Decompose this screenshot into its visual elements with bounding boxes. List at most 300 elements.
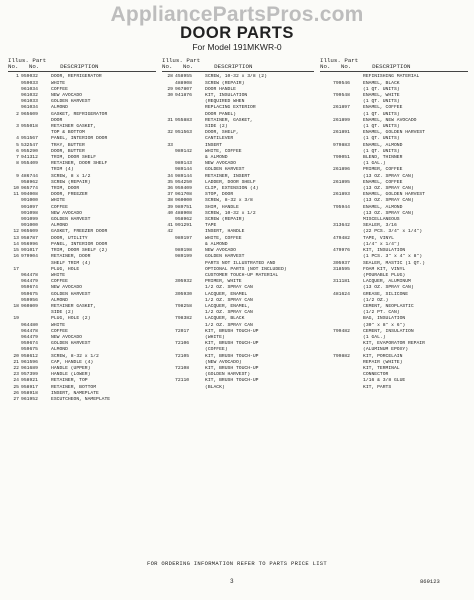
part-description: (13 OZ. SPRAY CAN) (363, 210, 414, 216)
page-title: DOOR PARTS (180, 24, 294, 42)
part-description: MISCELLANEOUS (363, 217, 400, 223)
part-description: REPAIR (WHITE) (363, 359, 403, 365)
illus-number: 15 (13, 248, 19, 254)
part-description: (13 OZ. SPRAY CAN) (363, 186, 414, 192)
parts-column-3 (320, 58, 468, 391)
part-number: 958962 (175, 217, 192, 223)
part-description: KIT, PARTS (363, 384, 392, 390)
part-description: SHIM, HANDLE (205, 204, 239, 210)
part-number: 488908 (175, 210, 192, 216)
part-number: 961689 (21, 365, 38, 371)
part-description: COFFEE (51, 86, 68, 92)
part-description: (13 OZ. SPRAY CAN) (363, 198, 414, 204)
part-description: KIT, EVAPORATOR REPAIR (363, 341, 425, 347)
part-description: PRIMER, COFFEE (363, 167, 403, 173)
part-description: KIT, TERMINAL (363, 365, 400, 371)
part-description: (1/4" x 1/4") (363, 241, 400, 247)
part-number: 951563 (175, 130, 192, 136)
part-number: 958918 (21, 390, 38, 396)
part-description: (1 QT. UNITS) (363, 148, 400, 154)
part-description: (1/2 PT. CAN) (363, 310, 400, 316)
illus-number: 24 (13, 378, 19, 384)
part-number: 961708 (175, 192, 192, 198)
part-number: 967807 (175, 86, 192, 92)
part-description: GOLDEN HARVEST (205, 167, 245, 173)
part-description: FOAM KIT, VINYL (363, 266, 406, 272)
part-description: KIT, BRUSH TOUCH-UP (205, 353, 259, 359)
part-description: WHITE (51, 198, 66, 204)
illus-number: 28 (167, 74, 173, 80)
illus-number: 4 (16, 136, 19, 142)
column-header: Illus. Part No. No. DESCRIPTION (320, 58, 468, 72)
part-description: PRIMER, WHITE (205, 279, 242, 285)
document-code: 869123 (420, 578, 440, 585)
part-number: 991000 (21, 223, 38, 229)
part-description: (ALUMINUM EPOXY) (363, 347, 409, 353)
part-description: RETAINER, GASKET, (205, 117, 253, 123)
parts-column-2 (162, 58, 314, 391)
part-number: 989144 (175, 173, 192, 179)
part-description: ALMOND (51, 347, 68, 353)
part-description: RETAINER GASKET, (51, 303, 97, 309)
part-description: CEMENT, INSULATION (363, 328, 414, 334)
illus-number: 29 (167, 86, 173, 92)
part-number: 305930 (175, 291, 192, 297)
illus-number: 39 (167, 204, 173, 210)
illus-number: 36 (167, 186, 173, 192)
part-description: COFFEE (51, 204, 68, 210)
part-description: RETAINER, DOOR SHELF (51, 161, 108, 167)
part-description: TOP & BOTTOM (51, 130, 85, 136)
part-number: 799548 (333, 93, 350, 99)
illus-number: 19 (13, 316, 19, 322)
part-description: SCREW (REPAIR) (205, 217, 245, 223)
part-number: 991099 (21, 217, 38, 223)
part-description: 1/2 OZ. SPRAY CAN (205, 322, 253, 328)
part-number: 798382 (175, 316, 192, 322)
part-number: 989197 (175, 235, 192, 241)
part-description: KIT, INSULATION (363, 248, 406, 254)
part-number: 964480 (21, 322, 38, 328)
part-description: SCREW (REPAIR) (51, 179, 91, 185)
part-description: CONNECTOR (363, 372, 389, 378)
part-description: TAPE (205, 223, 217, 229)
illus-number: 27 (13, 396, 19, 402)
part-number: 311181 (333, 279, 350, 285)
illus-number: 38 (167, 198, 173, 204)
part-description: (1 QT. UNITS) (363, 111, 400, 117)
illus-number: 12 (13, 229, 19, 235)
part-number: 799882 (333, 353, 350, 359)
part-description: (POURABLE PLUG) (363, 272, 406, 278)
part-number: 958962 (21, 179, 38, 185)
part-number: 991097 (21, 204, 38, 210)
illus-number: 41 (167, 223, 173, 229)
part-number: 958921 (21, 378, 38, 384)
part-number: 956996 (21, 241, 38, 247)
part-number: 305937 (333, 260, 350, 266)
part-number: 959033 (21, 80, 38, 86)
part-description: TRIM, DOOR (51, 186, 80, 192)
part-description: (WHITE) (205, 334, 225, 340)
part-description: (22 PCS. 3/4" x 1/4") (363, 229, 423, 235)
part-description: LACQUER, ENAMEL (205, 291, 248, 297)
part-number: 941876 (175, 93, 192, 99)
part-number: 964478 (21, 272, 38, 278)
part-number: 261899 (333, 117, 350, 123)
part-description: (GOLDEN HARVEST) (205, 372, 251, 378)
part-number: 994008 (21, 192, 38, 198)
part-description: RETAINER, INSERT (205, 173, 251, 179)
part-description: TRIM, DOOR SHELF (51, 155, 97, 161)
part-number: 989142 (175, 148, 192, 154)
illus-number: 1 (16, 74, 19, 80)
part-number: 955290 (21, 148, 38, 154)
illus-number (162, 385, 173, 391)
illus-number: 35 (167, 179, 173, 185)
illus-number: 5 (16, 142, 19, 148)
part-description: DOOR (51, 117, 63, 123)
part-number: 959032 (21, 74, 38, 80)
part-number: 964478 (21, 328, 38, 334)
part-description: COFFEE (51, 328, 68, 334)
part-description: (NEW AVOCADO) (205, 359, 242, 365)
part-description: GOLDEN HARVEST (51, 99, 91, 105)
part-number: 261891 (333, 130, 350, 136)
illus-number: 23 (13, 372, 19, 378)
part-description: GASKET, FREEZER DOOR (51, 229, 108, 235)
part-description: & ALMOND (205, 241, 228, 247)
part-number: 965774 (21, 186, 38, 192)
part-description: NEW AVOCADO (51, 285, 82, 291)
part-number: 989198 (175, 248, 192, 254)
page-number: 3 (230, 578, 234, 585)
part-description: (BLACK) (205, 384, 225, 390)
part-number: 951567 (21, 136, 38, 142)
part-description: (30" x 8" x 6") (363, 322, 406, 328)
part-number: 979883 (333, 142, 350, 148)
illus-number: 25 (13, 384, 19, 390)
part-number: 72110 (175, 378, 190, 384)
part-description: NEW AVOCADO (51, 93, 82, 99)
part-number: 479976 (333, 248, 350, 254)
illus-number: 20 (13, 353, 19, 359)
part-number: 959674 (21, 341, 38, 347)
part-description: TAPE, VINYL (363, 235, 394, 241)
part-description: DOOR, SHELF, (205, 130, 239, 136)
part-number: 965609 (21, 229, 38, 235)
part-description: ESCUTCHEON, NAMEPLATE (51, 396, 111, 402)
illus-number: 40 (167, 210, 173, 216)
part-description: KIT, INSULATION (205, 93, 248, 99)
column-header: Illus. Part No. No. DESCRIPTION (8, 58, 156, 72)
part-description: 1/2 OZ. SPRAY CAN (205, 310, 253, 316)
part-description: SHELF TRIM (4) (51, 260, 91, 266)
part-description: REFINISHING MATERIAL (363, 74, 420, 80)
part-number (173, 385, 205, 391)
part-number: 72106 (175, 341, 190, 347)
part-number: 72017 (175, 328, 190, 334)
part-number: 799051 (333, 155, 350, 161)
part-number: 479482 (333, 235, 350, 241)
part-description: ENAMEL, ALMOND (363, 142, 403, 148)
part-description: RETAINER, TOP (51, 378, 88, 384)
part-number: 261895 (333, 179, 350, 185)
part-number: 958612 (21, 353, 38, 359)
part-number: 261893 (333, 192, 350, 198)
part-description: (1 QT. UNITS) (363, 124, 400, 130)
part-description: TRAY, BUTTER (51, 142, 85, 148)
part-number: 959409 (175, 186, 192, 192)
part-description: WHITE (51, 272, 66, 278)
part-number: 488908 (175, 80, 192, 86)
part-description: ALMOND (51, 297, 68, 303)
part-number: 961034 (21, 105, 38, 111)
illus-number: 3 (16, 124, 19, 130)
part-number: 458955 (175, 74, 192, 80)
parts-row (162, 385, 314, 391)
part-description: PLUG, HOLE (2) (51, 316, 91, 322)
illus-number (320, 385, 331, 391)
part-number: 72105 (175, 353, 190, 359)
part-number: 799482 (333, 328, 350, 334)
part-description: CANTILEVER (205, 136, 234, 142)
parts-column-1 (8, 58, 156, 403)
part-number: 989751 (175, 204, 192, 210)
part-number: 961952 (21, 396, 38, 402)
part-description: INSERT, NAMEPLATE (51, 390, 99, 396)
part-number: 72108 (175, 365, 190, 371)
illus-number: 6 (16, 148, 19, 154)
part-description: RETAINER, BOTTOM (51, 384, 97, 390)
part-description: (REQUIRED WHEN (205, 99, 245, 105)
part-number: 959675 (21, 347, 38, 353)
part-description: LACQUER, ALUMINUM (363, 279, 411, 285)
part-description: (13 OZ. SPRAY CAN) (363, 285, 414, 291)
part-description: ENAMEL, GOLDEN HARVEST (363, 192, 425, 198)
part-description: SCREW, 8-32 x 3/8 (205, 198, 253, 204)
part-description: & ALMOND (205, 155, 228, 161)
part-description: WHITE (51, 322, 66, 328)
part-number: 798258 (175, 303, 192, 309)
part-number: 960000 (175, 198, 192, 204)
part-number: 961596 (21, 359, 38, 365)
part-number: 961034 (21, 86, 38, 92)
illus-number: 9 (16, 173, 19, 179)
part-description: RETAINER, DOOR (51, 254, 91, 260)
part-description: ENAMEL, COFFEE (363, 179, 403, 185)
part-description: GOLDEN HARVEST (51, 217, 91, 223)
part-description: HANDLE (LOWER) (51, 372, 91, 378)
part-description: KIT, BRUSH TOUCH-UP (205, 378, 259, 384)
part-description: (1 PCS. 3" x 4" x 8") (363, 254, 423, 260)
part-number (331, 385, 363, 391)
part-number: 941312 (21, 155, 38, 161)
part-description: SCREW, 10-32 x 1/2 (205, 210, 256, 216)
part-description: (1/2 OZ.) (363, 297, 389, 303)
part-description: SEALER, 3/16 (363, 223, 397, 229)
part-description: INSERT (205, 142, 222, 148)
part-number: 961033 (21, 99, 38, 105)
part-number: 481624 (333, 291, 350, 297)
illus-number: 22 (13, 365, 19, 371)
part-description: TRIM (4) (51, 167, 74, 173)
part-description: SCREW, 10-32 x 3/8 (2) (205, 74, 267, 80)
part-description: GOLDEN HARVEST (51, 291, 91, 297)
part-number: 959675 (21, 291, 38, 297)
parts-row (320, 385, 468, 391)
part-number: 305932 (175, 279, 192, 285)
part-description: DOOR, REFRIGERATOR (51, 74, 102, 80)
illus-number: 10 (13, 186, 19, 192)
part-description: REPLACING EXTERIOR (205, 105, 256, 111)
illus-number: 37 (167, 192, 173, 198)
part-description: ENAMEL, COFFEE (363, 105, 403, 111)
page-subtitle: For Model 191MKWR-0 (192, 42, 282, 52)
part-description: KIT, PORCELAIN (363, 353, 403, 359)
part-description: KIT, BRUSH TOUCH-UP (205, 365, 259, 371)
part-description: SEALER, MASTIC (1 QT.) (363, 260, 425, 266)
parts-row (8, 397, 156, 403)
part-description: ENAMEL, BLACK (363, 80, 400, 86)
part-description: 1/16 & 3/8 GLUE (363, 378, 406, 384)
part-description: TRIM, DOOR SHELF (2) (51, 248, 108, 254)
part-description: WHITE, COFFEE (205, 235, 242, 241)
part-description: ENAMEL, GOLDEN HARVEST (363, 130, 425, 136)
part-description: NEW AVOCADO (51, 210, 82, 216)
part-description: SIDE (2) (51, 310, 74, 316)
part-number: 261897 (333, 105, 350, 111)
part-description: (1 GAL.) (363, 161, 386, 167)
part-description: DOOR, BUTTER (51, 148, 85, 154)
part-description: CUSTOMER TOUCH-UP MATERIAL (205, 272, 279, 278)
part-description: LADDER, DOOR SHELF (205, 179, 256, 185)
part-number: 991017 (21, 248, 38, 254)
part-description: STOP, DOOR (205, 192, 234, 198)
part-description: (1 QT. UNITS) (363, 99, 400, 105)
part-description: ALMOND (51, 105, 68, 111)
part-description: PANEL, INTERIOR DOOR (51, 241, 108, 247)
part-description: KIT, BRUSH TOUCH-UP (205, 341, 259, 347)
part-number: 486744 (21, 173, 38, 179)
part-number: 961032 (21, 93, 38, 99)
illus-number: 26 (13, 390, 19, 396)
part-description: GREASE, SILICONE (363, 291, 409, 297)
part-description: NEW AVOCADO (205, 161, 236, 167)
part-number: 991098 (21, 210, 38, 216)
illus-number: 21 (13, 359, 19, 365)
illus-number: 31 (167, 117, 173, 123)
part-description: BLEND, THINNER (363, 155, 403, 161)
part-description: ENAMEL, NEW AVOCADO (363, 117, 417, 123)
part-number: 957399 (21, 372, 38, 378)
part-number: 959674 (21, 285, 38, 291)
part-description: ENAMEL, WHITE (363, 93, 400, 99)
part-description: OPTIONAL PARTS (NOT INCLUDED) (205, 266, 287, 272)
part-description: WHITE (51, 80, 66, 86)
part-number: 313642 (333, 223, 350, 229)
part-number: 991291 (175, 223, 192, 229)
illus-number: 30 (167, 93, 173, 99)
part-number: 979904 (21, 254, 38, 260)
part-description: (1 QT. UNITS) (363, 136, 400, 142)
part-description: HANDLE (UPPER) (51, 365, 91, 371)
illus-number: 8 (16, 161, 19, 167)
part-description: SCREW (REPAIR) (205, 80, 245, 86)
part-description: SCREW, 8 x 1/2 (51, 173, 91, 179)
illus-number: 42 (167, 229, 173, 235)
part-description: ALMOND (51, 223, 68, 229)
part-description: INSERT, HANDLE (205, 229, 245, 235)
part-description: LACQUER, ENAMEL, (205, 303, 251, 309)
part-description: 1/2 OZ. SPRAY CAN (205, 297, 253, 303)
illus-number: 2 (16, 111, 19, 117)
part-description: (13 OZ. SPRAY CAN) (363, 173, 414, 179)
part-description: GOLDEN HARVEST (51, 341, 91, 347)
part-description: DOOR, UTILITY (51, 235, 88, 241)
part-description: KIT, BRUSH TOUCH-UP (205, 328, 259, 334)
illus-number: 34 (167, 173, 173, 179)
part-description: 1/2 OZ. SPRAY CAN (205, 285, 253, 291)
illus-number: 13 (13, 235, 19, 241)
part-number: 318595 (333, 266, 350, 272)
part-number: 989199 (175, 254, 192, 260)
illus-number: 7 (16, 155, 19, 161)
illus-number: 18 (13, 303, 19, 309)
part-description: SCREW, 8-32 x 1/2 (51, 353, 99, 359)
part-number: 989143 (175, 161, 192, 167)
part-description: DOOR PANEL) (205, 111, 236, 117)
part-description: COFFEE (51, 279, 68, 285)
part-description: DOOR, FREEZER (51, 192, 88, 198)
part-number: 965609 (21, 111, 38, 117)
part-description: SIDE (2) (205, 124, 228, 130)
ordering-note: FOR ORDERING INFORMATION REFER TO PARTS PRICE LIST (146, 560, 328, 567)
illus-number: 32 (167, 130, 173, 136)
part-number: 964479 (21, 334, 38, 340)
part-number: 989144 (175, 167, 192, 173)
part-description: GASKET, REFRIGERATOR (51, 111, 108, 117)
part-number: 958787 (21, 235, 38, 241)
part-number: 954250 (175, 179, 192, 185)
part-number: 799546 (333, 80, 350, 86)
part-number: 958917 (21, 384, 38, 390)
part-description: PLUG, HOLE (51, 266, 80, 272)
part-number: 955409 (21, 161, 38, 167)
part-description: NEW AVOCADO (51, 334, 82, 340)
part-description: RETAINER GASKET, (51, 124, 97, 130)
part-description: LACQUER, BLACK (205, 316, 245, 322)
watermark: AppliancePartsPros.com (110, 3, 364, 26)
part-description: (1 QT. UNITS) (363, 86, 400, 92)
part-number: 261896 (333, 167, 350, 173)
illus-number: 33 (167, 142, 173, 148)
part-number: 955018 (21, 124, 38, 130)
part-description: (1 GAL.) (363, 334, 386, 340)
part-number: 960809 (21, 303, 38, 309)
part-description: ENAMEL, ALMOND (363, 204, 403, 210)
part-description: PARTS NOT ILLUSTRATED AND (205, 260, 276, 266)
part-description: BAG, INSULATION (363, 316, 406, 322)
part-number: 795944 (333, 204, 350, 210)
part-number: 955883 (175, 117, 192, 123)
part-description: WHITE, COFFEE (205, 148, 242, 154)
illus-number: 17 (13, 266, 19, 272)
part-description: CAP, HANDLE (4) (51, 359, 94, 365)
part-description: PANEL, INTERIOR DOOR (51, 136, 108, 142)
part-description: NEW AVOCADO (205, 248, 236, 254)
illus-number: 14 (13, 241, 19, 247)
